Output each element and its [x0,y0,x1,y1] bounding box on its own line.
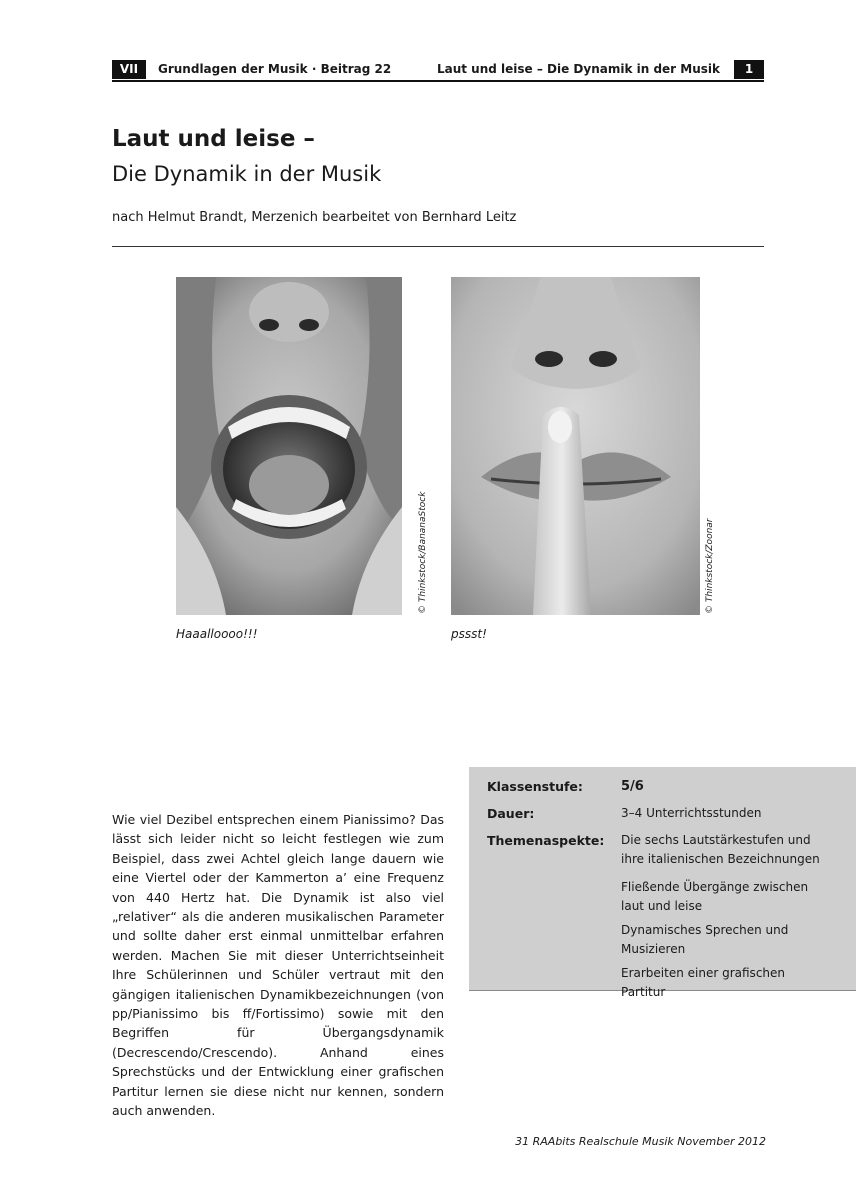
topics-label: Themenaspekte: [487,833,605,848]
photo-caption: Haaalloooo!!! [176,627,258,641]
topic-item: Fließende Übergänge zwischen laut und leise [621,880,809,913]
intro-paragraph: Wie viel Dezibel entsprechen einem Pianissimo? Das lässt sich leider nicht so leicht festlegen wie zum Beispiel, dass zwei Achtel gleich lange dauern wie eine Viertel oder der Kammerton a’ eine Frequenz von 440 Hertz hat. Die Dynamik ist also viel „relativer“ als die anderen musikalischen Parameter und sollte daher erst einmal unmittelbar erfahren werden. Machen Sie mit dieser Unterrichtseinheit Ihre Schülerinnen und Schüler vertraut mit den gängigen italienischen Dynamikbezeichnungen (von pp/Pianissimo bis ff/Fortissimo) sowie mit den Begriffen für Übergangsdynamik (Decrescendo/Crescendo). Anhand eines Sprechstücks und der Entwicklung einer grafischen Partitur lernen sie diese nicht nur kennen, sondern auch anwenden. [112,812,444,1119]
finger-on-lips-image [451,277,700,615]
photo-credit: © Thinkstock/Zoonar [705,518,715,614]
section-badge: VII [112,60,146,79]
photo-finger-on-lips [451,277,700,615]
footer-source: 31 RAAbits Realschule Musik November 2012 [515,1135,766,1148]
page-subtitle: Die Dynamik in der Musik [112,162,382,186]
shouting-mouth-image [176,277,402,615]
series-label: Grundlagen der Musik · Beitrag 22 [158,62,392,76]
duration-value: 3–4 Unterrichtsstunden [621,806,762,820]
topic-item: Die sechs Lautstärkestufen und ihre italienischen Bezeichnungen [621,833,820,866]
page-number: 1 [734,60,764,79]
grade-value: 5/6 [621,779,644,794]
running-header [112,60,764,82]
topic-item: Erarbeiten einer grafischen Partitur [621,966,786,999]
authors-line: nach Helmut Brandt, Merzenich bearbeitet von Bernhard Leitz [112,210,517,225]
grade-label: Klassenstufe: [487,779,583,794]
running-title: Laut und leise – Die Dynamik in der Musik [436,62,720,76]
title-divider [112,246,764,247]
photo-credit: © Thinkstock/BananaStock [418,491,428,614]
photo-caption: pssst! [451,627,487,641]
page-title: Laut und leise – [112,126,315,152]
photo-shouting-mouth [176,277,402,615]
topic-item: Dynamisches Sprechen und Musizieren [621,923,789,956]
duration-label: Dauer: [487,806,535,821]
lesson-info-box [469,767,856,999]
